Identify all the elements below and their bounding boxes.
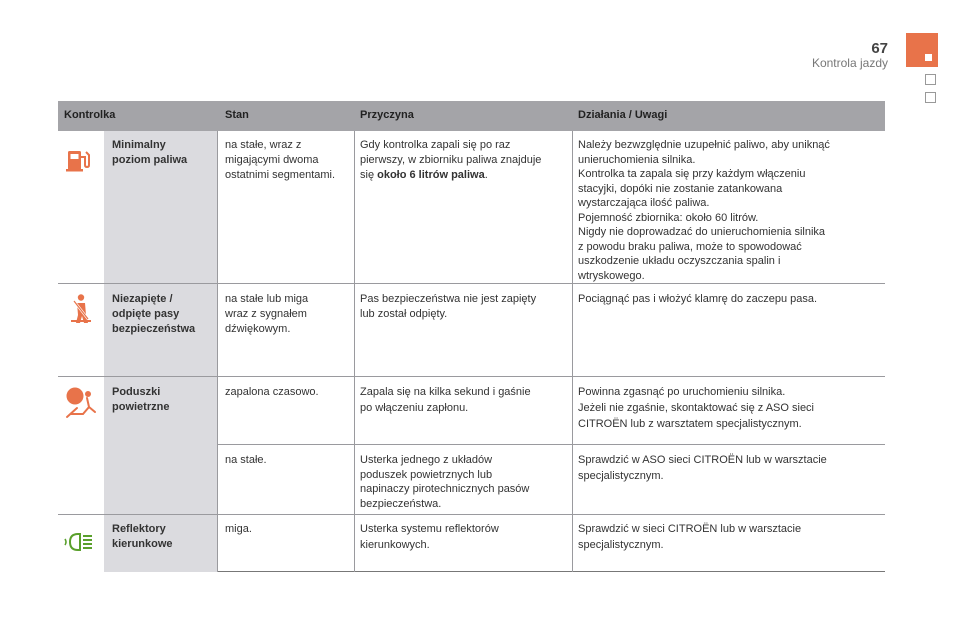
cause-line: napinaczy pirotechnicznych pasów xyxy=(360,483,530,495)
cause-line xyxy=(360,168,488,183)
cause-line: Gdy kontrolka zapali się po raz xyxy=(360,139,511,151)
cause-line: Zapala się na kilka sekund i gaśnie xyxy=(360,386,531,398)
state-line: dźwiękowym. xyxy=(225,323,291,335)
state-line: na stałe, wraz z xyxy=(225,139,302,151)
col-header-przyczyna: Przyczyna xyxy=(360,109,414,121)
row-name-line: poziom paliwa xyxy=(112,154,188,166)
row-divider xyxy=(58,376,885,377)
row-name-line: bezpieczeństwa xyxy=(112,323,196,335)
action-line: Sprawdzić w sieci CITROËN lub w warsztacie xyxy=(578,523,802,535)
action-line: stacyjki, dopóki nie zostanie zatankowana xyxy=(578,182,783,195)
action-line: Sprawdzić w ASO sieci CITROËN lub w warsztacie xyxy=(578,454,827,466)
row-name-line: odpięte pasy xyxy=(112,308,180,320)
state-line: zapalona czasowo. xyxy=(225,386,319,398)
headlight-icon xyxy=(64,533,94,551)
cause-line: Usterka jednego z układów xyxy=(360,454,493,466)
cause-text: . xyxy=(484,169,488,181)
action-line: wtryskowego. xyxy=(578,269,645,282)
table-header xyxy=(58,101,885,131)
cause-emphasis: około 6 litrów paliwa xyxy=(377,169,485,181)
state-line: wraz z sygnałem xyxy=(225,308,307,320)
state-line: ostatnimi segmentami. xyxy=(225,169,336,181)
cause-line: kierunkowych. xyxy=(360,539,430,551)
row-name-line: powietrzne xyxy=(112,401,170,413)
nav-box-2 xyxy=(925,92,936,103)
seatbelt-icon xyxy=(68,293,94,325)
cause-line: pierwszy, w zbiorniku paliwa znajduje xyxy=(360,154,542,166)
action-line: uszkodzenie układu oczyszczania spalin i xyxy=(578,255,781,267)
cause-line: lub został odpięty. xyxy=(360,308,448,320)
row-name-line: kierunkowe xyxy=(112,538,173,550)
action-line: CITROËN lub z warsztatem specjalistycznym. xyxy=(578,418,802,430)
nav-box-1 xyxy=(925,74,936,85)
col-header-stan: Stan xyxy=(225,109,249,121)
row-divider xyxy=(58,283,885,284)
divider xyxy=(572,131,573,572)
action-line: wystarczająca ilość paliwa. xyxy=(578,197,710,209)
action-line: specjalistycznym. xyxy=(578,539,664,551)
col-header-dzialania: Działania / Uwagi xyxy=(578,109,668,121)
action-line: Należy bezwzględnie uzupełnić paliwo, aby uniknąć xyxy=(578,139,830,151)
icon-column xyxy=(58,131,104,572)
warning-lights-table xyxy=(58,101,885,572)
cause-text: się xyxy=(360,169,378,181)
action-line: Kontrolka ta zapala się przy każdym włączeniu xyxy=(578,168,806,180)
row-name-line: Poduszki xyxy=(112,386,161,398)
row-name-line: Reflektory xyxy=(112,523,166,535)
fuel-pump-icon xyxy=(64,145,92,173)
cause-line: Usterka systemu reflektorów xyxy=(360,523,499,535)
action-line: Jeżeli nie zgaśnie, skontaktować się z ASO sieci xyxy=(578,402,815,414)
row-name-line: Minimalny xyxy=(112,139,166,151)
action-line: Pojemność zbiornika: około 60 litrów. xyxy=(578,211,759,224)
action-line: z powodu braku paliwa, może to spowodować xyxy=(578,240,802,253)
row-divider xyxy=(217,444,885,445)
divider xyxy=(217,131,218,572)
section-title: Kontrola jazdy xyxy=(811,56,888,70)
action-line: Nigdy nie doprowadzać do unieruchomienia silnika xyxy=(578,226,826,238)
divider xyxy=(354,131,355,572)
chapter-tab xyxy=(906,33,938,67)
cause-line: bezpieczeństwa. xyxy=(360,497,442,510)
action-line: Powinna zgasnąć po uruchomieniu silnika. xyxy=(578,386,786,398)
state-line: migającymi dwoma xyxy=(225,154,319,166)
airbag-icon xyxy=(63,386,99,420)
cause-line: Pas bezpieczeństwa nie jest zapięty xyxy=(360,293,537,305)
action-line: Pociągnąć pas i włożyć klamrę do zaczepu pasa. xyxy=(578,293,818,305)
row-name-line: Niezapięte / xyxy=(112,293,173,305)
name-column xyxy=(104,131,217,572)
action-line: specjalistycznym. xyxy=(578,470,664,482)
state-line: miga. xyxy=(225,523,252,535)
cause-line: po włączeniu zapłonu. xyxy=(360,402,469,414)
action-line: unieruchomienia silnika. xyxy=(578,153,696,166)
state-line: na stałe lub miga xyxy=(225,293,309,305)
cause-line: poduszek powietrznych lub xyxy=(360,468,493,481)
tab-marker xyxy=(925,54,932,61)
row-divider xyxy=(58,514,885,515)
page-number: 67 xyxy=(871,40,888,57)
state-line: na stałe. xyxy=(225,454,267,466)
col-header-kontrolka: Kontrolka xyxy=(64,109,116,121)
